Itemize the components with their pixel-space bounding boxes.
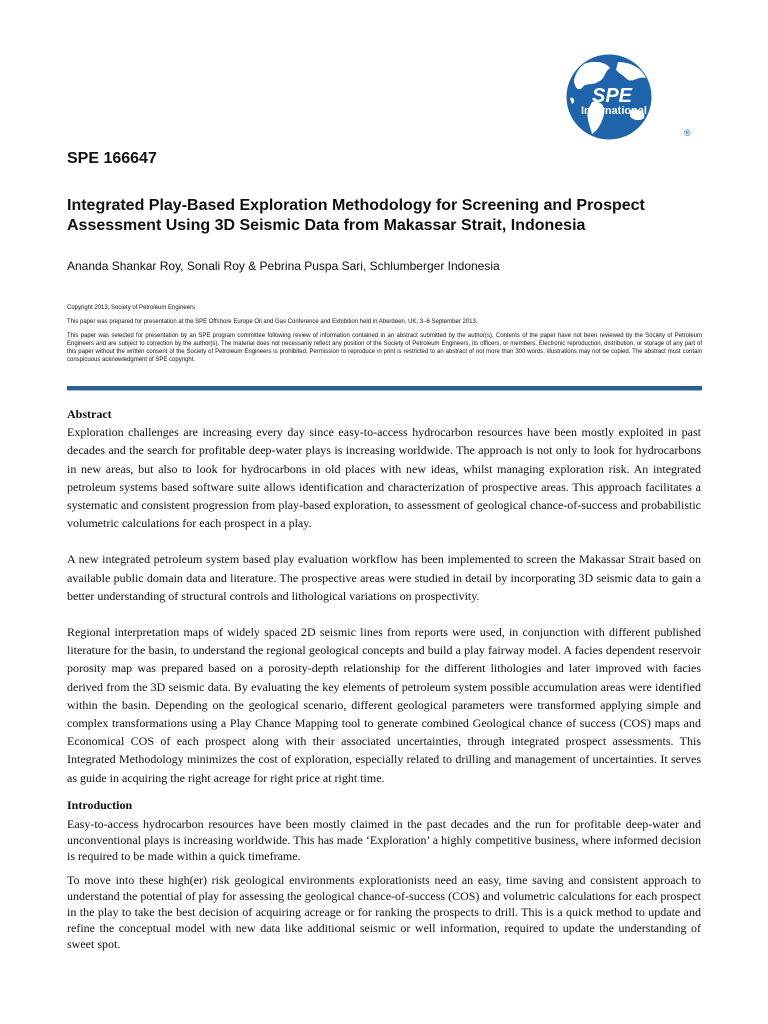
paper-number: SPE 166647 (67, 150, 157, 167)
paper-title: Integrated Play-Based Exploration Methodology for Screening and Prospect Assessment Using 3D Seismic Data from Makassar Strait, Indonesia (67, 197, 645, 234)
copyright-block (67, 304, 702, 370)
copyright-line: Copyright 2013, Society of Petroleum Engineers (67, 305, 196, 311)
logo-text-international: International (580, 105, 648, 117)
introduction-paragraph: To move into these high(er) risk geological environments explorationists need an easy, time saving and consistent approach to understand the potential of play for assessing the geological chance-of-success (COS) and volumetric calculations for each prospect in the play to take the best decision of acquiring acreage or for ranking the prospects to drill. This is a quick method to update and refine the conceptual model with new data like additional seismic or well information, required to update the understanding of sweet spot. (67, 873, 701, 952)
abstract-paragraph: Regional interpretation maps of widely spaced 2D seismic lines from reports were used, in conjunction with different published literature for the basin, to understand the regional geological concepts and build a play fairway model. A facies dependent reservoir porosity map was prepared based on a porosity-depth relationship for the different lithologies and later improved with facies derived from the 3D seismic data. By evaluating the key elements of petroleum system possible accumulation areas were identified within the basin. Depending on the geological scenario, different geological parameters were transformed applying simple and complex transformations using a Play Chance Mapping tool to generate combined Geological chance of success (COS) maps and Economical COS of each prospect along with their associated uncertainties, through integrated prospect assessments. This Integrated Methodology minimizes the cost of exploration, especially related to drilling and management of uncertainties. It serves as guide in acquiring the right acreage for right price at right time. (67, 625, 701, 785)
spe-international-logo (534, 52, 696, 142)
abstract-paragraph: Exploration challenges are increasing every day since easy-to-access hydrocarbon resources have been mostly exploited in past decades and the search for profitable deep-water plays is increasing worldwide. The approach is not only to look for hydrocarbons in new areas, but also to look for hydrocarbons in old places with new ideas, whilst managing exploration risk. An integrated petroleum systems based software suite allows identification and characterization of prospective areas. This approach facilitates a systematic and consistent progression from play-based exploration, to assessment of geological chance-of-success and probabilistic volumetric calculations for each prospect in a play. (67, 425, 701, 531)
abstract-paragraph: A new integrated petroleum system based play evaluation workflow has been implemented to screen the Makassar Strait based on available public domain data and literature. The prospective areas were studied in detail by incorporating 3D seismic data to gain a better understanding of structural controls and lithological variations on prospectivity. (67, 552, 701, 603)
paper-body (67, 405, 701, 960)
review-disclaimer: This paper was selected for presentation by an SPE program committee following review of information contained in an abstract submitted by the author(s). Contents of the paper have not been reviewed by the Society of Petroleum Engineers and are subject to correction by the author(s). The material does not necessarily reflect any position of the Society of Petroleum Engineers, its officers, or members. Electronic reproduction, distribution, or storage of any part of this paper without the written consent of the Society of Petroleum Engineers is prohibited. Permission to reproduce in print is restricted to an abstract of not more than 300 words; illustrations may not be copied. The abstract must contain conspicuous acknowledgment of SPE copyright. (67, 333, 702, 363)
logo-text-spe: SPE (591, 85, 633, 107)
introduction-paragraph: Easy-to-access hydrocarbon resources have been mostly claimed in the past decades and the run for profitable deep-water and unconventional plays is increasing worldwide. This has made ‘Exploration’ a highly competitive business, where informed decision is required to be made within a quick timeframe. (67, 817, 701, 864)
presentation-note: This paper was prepared for presentation at the SPE Offshore Europe Oil and Gas Conference and Exhibition held in Aberdeen, UK, 3–6 September 2013. (67, 319, 478, 325)
authors: Ananda Shankar Roy, Sonali Roy & Pebrina Puspa Sari, Schlumberger Indonesia (67, 259, 500, 273)
introduction-heading: Introduction (67, 797, 133, 812)
header-divider (67, 386, 702, 391)
abstract-heading: Abstract (67, 407, 112, 421)
registered-mark: ® (684, 128, 691, 138)
